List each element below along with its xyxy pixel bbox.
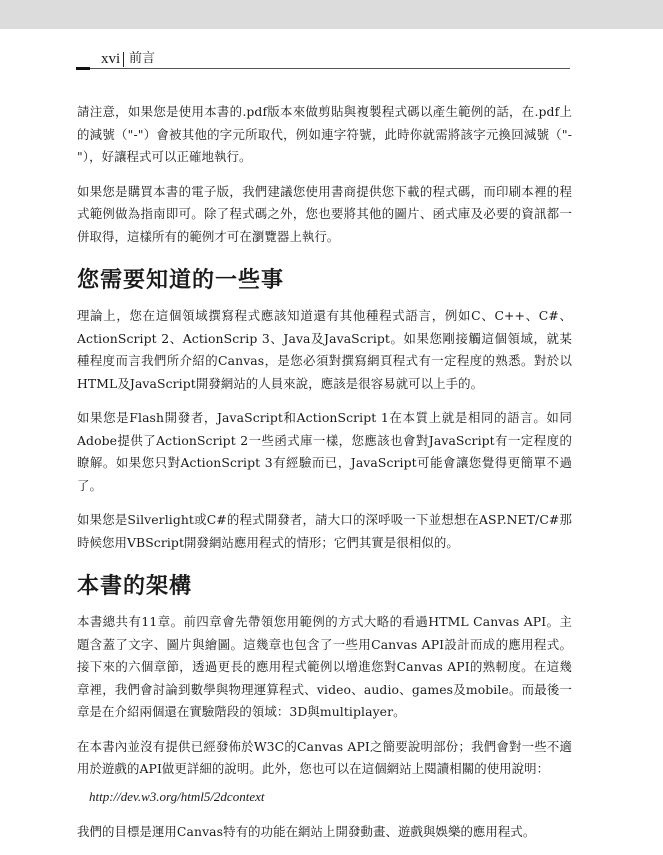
header-rule (90, 68, 570, 69)
paragraph-ebook-note: 如果您是購買本書的電子版，我們建議您使用書商提供您下載的程式碼，而印刷本裡的程式範例做為指南即可。除了程式碼之外，您也要將其他的圖片、函式庫及必要的資訊都一併取得，這樣所有的範例才可在瀏覽器上執行。 (77, 183, 572, 244)
section-title: 前言 (129, 51, 156, 66)
paragraph-chapters: 本書總共有11章。前四章會先帶領您用範例的方式大略的看過HTML Canvas API。主題含蓋了文字、圖片與繪圖。這幾章也包含了一些用Canvas API設計而成的應用程式。接下來的六個章節，透過更長的應用程式範例以增進您對Canvas API的熟軔度。在這幾章裡，我們會討論到數學與物理運算程式、video、audio、games及mobile。而最後一章是在介紹兩個還在實驗階段的領域：3D與multiplayer。 (77, 614, 572, 719)
paragraph-languages: 理論上，您在這個領域撰寫程式應該知道還有其他種程式語言，例如C、C++、C#、ActionScript 2、ActionScrip 3、Java及JavaScript。如果您剛接觸這個領域，就某種程度而言我們所介紹的Canvas，是您必須對撰寫網頁程式有一定程度的熟悉。對於以HTML及JavaScript開發網站的人員來說，應該是很容易就可以上手的。 (77, 308, 572, 391)
running-header (76, 50, 570, 70)
paragraph-api-reference: 在本書內並沒有提供已經發佈於W3C的Canvas API之簡要說明部份；我們會對一些不適用於遊戲的API做更詳細的說明。此外，您也可以在這個網站上閱讀相關的使用說明： (77, 738, 572, 776)
page-body (77, 101, 572, 855)
heading-book-structure: 本書的架構 (77, 574, 193, 599)
reference-url: http://dev.w3.org/html5/2dcontext (89, 788, 265, 804)
paragraph-flash: 如果您是Flash開發者，JavaScript和ActionScript 1在本質上就是相同的語言。如同Adobe提供了ActionScript 2一些函式庫一樣，您應該也會對JavaScript有一定程度的瞭解。如果您只對ActionScript 3有經驗而已，JavaScript可能會讓您覺得更簡單不過了。 (77, 410, 572, 493)
paragraph-pdf-note: 請注意，如果您是使用本書的.pdf版本來做剪貼與複製程式碼以產生範例的話，在.pdf上的減號（"-"）會被其他的字元所取代，例如連字符號，此時你就需將該字元換回減號（"-"），好讓程式可以正確地執行。 (77, 104, 572, 164)
heading-what-you-need-to-know: 您需要知道的一些事 (77, 268, 285, 293)
top-gray-band (0, 0, 663, 29)
header-marker (76, 67, 90, 70)
paragraph-silverlight: 如果您是Silverlight或C#的程式開發者，請大口的深呼吸一下並想想在ASP.NET/C#那時候您用VBScript開發網站應用程式的情形；它們其實是很相似的。 (77, 512, 572, 550)
paragraph-goal: 我們的目標是運用Canvas特有的功能在網站上開發動畫、遊戲與娛樂的應用程式。 (77, 823, 536, 839)
page-number: xvi (101, 51, 121, 67)
header-separator (123, 52, 124, 67)
